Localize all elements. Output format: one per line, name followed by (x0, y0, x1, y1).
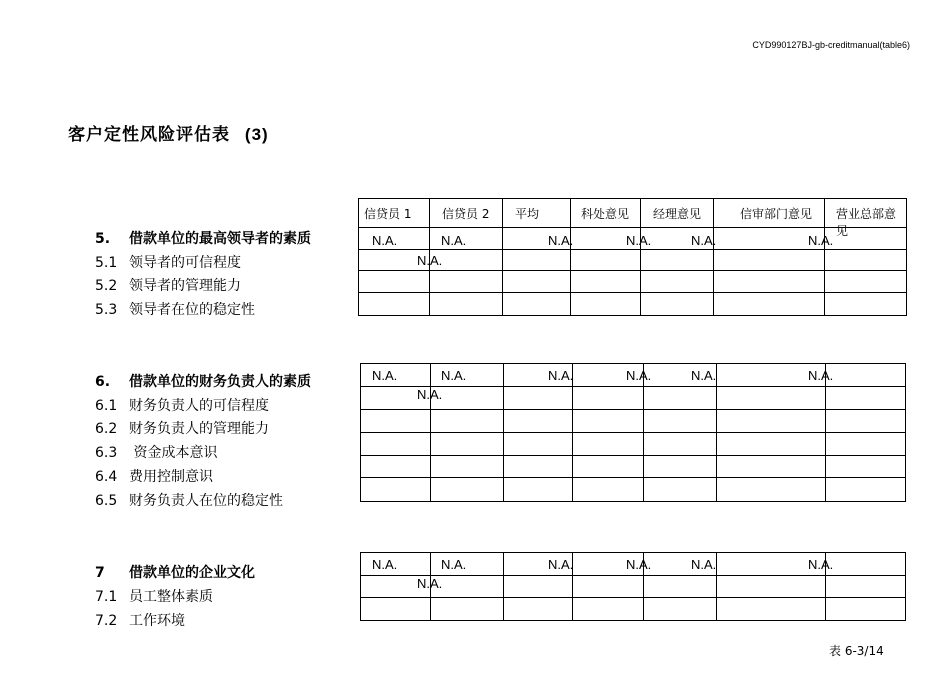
section-6-item: 6.2 财务负责人的管理能力 (95, 421, 269, 437)
section-5-item: 5.2 领导者的管理能力 (95, 278, 241, 294)
section-6-item: 6.3 资金成本意识 (95, 445, 218, 461)
na-value: N.A. (417, 253, 443, 268)
score-grid-section-7 (360, 552, 906, 621)
column-header: 营业总部意见 (836, 207, 897, 238)
page-title (68, 120, 269, 145)
na-value: N.A. (441, 233, 467, 248)
score-grid-section-5 (358, 198, 907, 316)
section-5-item: 5.3 领导者在位的稳定性 (95, 302, 255, 318)
page-number: 表 6-3/14 (829, 644, 884, 658)
column-header: 科处意见 (581, 207, 630, 221)
document-id: CYD990127BJ-gb-creditmanual(table6) (752, 40, 910, 50)
na-value: N.A. (372, 368, 398, 383)
section-7-heading: 7 借款单位的企业文化 (95, 565, 255, 581)
na-value: N.A. (808, 233, 834, 248)
section-6-item: 6.4 费用控制意识 (95, 469, 213, 485)
na-value: N.A. (808, 557, 834, 572)
score-grid-section-6 (360, 363, 906, 502)
column-header: 信审部门意见 (740, 207, 813, 221)
na-value: N.A. (548, 557, 574, 572)
section-5-heading: 5. 借款单位的最高领导者的素质 (95, 231, 311, 247)
na-value: N.A. (372, 557, 398, 572)
na-value: N.A. (548, 368, 574, 383)
na-value: N.A. (808, 368, 834, 383)
title-suffix: (3) (244, 125, 269, 144)
na-value: N.A. (691, 368, 717, 383)
na-value: N.A. (626, 368, 652, 383)
section-7-item: 7.2 工作环境 (95, 613, 185, 629)
column-header: 信贷员 1 (364, 207, 412, 221)
column-header: 信贷员 2 (442, 207, 490, 221)
na-value: N.A. (441, 368, 467, 383)
title-text: 客户定性风险评估表 (68, 125, 230, 145)
na-value: N.A. (417, 576, 443, 591)
na-value: N.A. (548, 233, 574, 248)
section-6-item: 6.5 财务负责人在位的稳定性 (95, 493, 283, 509)
column-header: 经理意见 (653, 207, 702, 221)
na-value: N.A. (691, 233, 717, 248)
na-value: N.A. (441, 557, 467, 572)
section-7-item: 7.1 员工整体素质 (95, 589, 213, 605)
na-value: N.A. (417, 387, 443, 402)
section-5-item: 5.1 领导者的可信程度 (95, 255, 241, 271)
column-header: 平均 (515, 207, 540, 221)
section-6-heading: 6. 借款单位的财务负责人的素质 (95, 374, 311, 390)
na-value: N.A. (626, 233, 652, 248)
na-value: N.A. (372, 233, 398, 248)
section-6-item: 6.1 财务负责人的可信程度 (95, 398, 269, 414)
na-value: N.A. (691, 557, 717, 572)
na-value: N.A. (626, 557, 652, 572)
